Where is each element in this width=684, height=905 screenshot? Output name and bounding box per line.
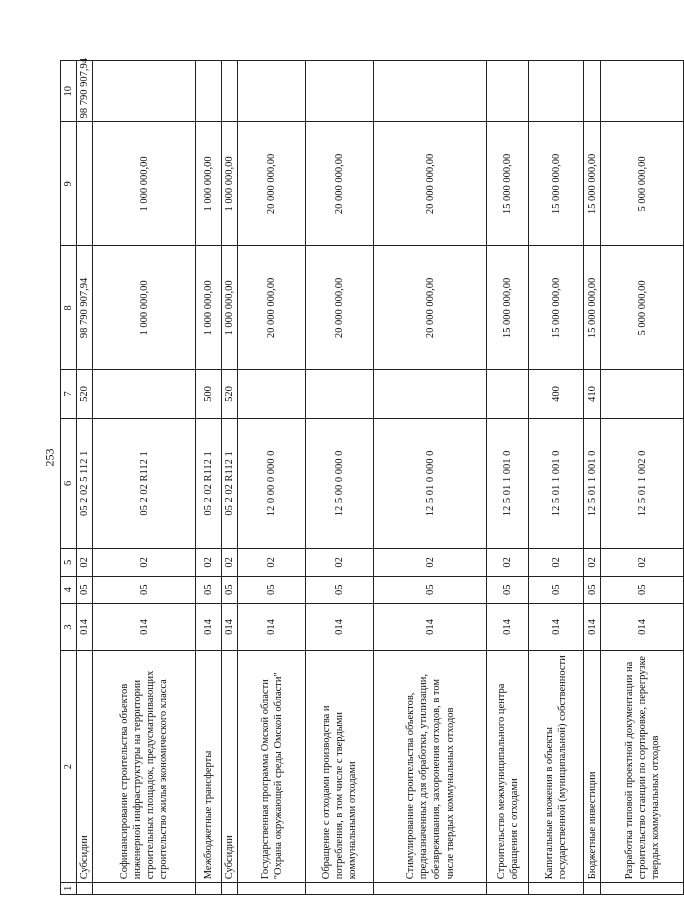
amount-col10	[374, 61, 487, 122]
subsection-code: 02	[306, 549, 374, 576]
subsection-code: 02	[601, 549, 684, 576]
target-article-code: 05 2 02 R112 1	[93, 418, 196, 549]
target-article-code: 12 5 01 1 001 0	[529, 418, 584, 549]
amount-total: 1 000 000,00	[93, 246, 196, 370]
amount-total: 5 000 000,00	[601, 246, 684, 370]
amount-col9: 1 000 000,00	[222, 122, 238, 246]
table-row	[601, 61, 684, 895]
target-article-code: 12 5 01 0 000 0	[374, 418, 487, 549]
column-header: 7	[61, 370, 77, 418]
column-header: 10	[61, 61, 77, 122]
expense-type-code	[374, 370, 487, 418]
row-number-cell	[601, 883, 684, 895]
row-name: Государственная программа Омской области "Охрана окружающей среды Омской области"	[238, 650, 306, 882]
amount-col10	[222, 61, 238, 122]
section-code: 05	[93, 576, 196, 603]
amount-col9: 5 000 000,00	[601, 122, 684, 246]
section-code: 05	[306, 576, 374, 603]
expense-type-code	[93, 370, 196, 418]
amount-total: 1 000 000,00	[222, 246, 238, 370]
row-name: Бюджетные инвестиции	[584, 650, 601, 882]
expense-type-code	[238, 370, 306, 418]
amount-col9: 1 000 000,00	[93, 122, 196, 246]
section-code: 05	[196, 576, 222, 603]
ministry-code: 014	[601, 603, 684, 650]
amount-total: 15 000 000,00	[529, 246, 584, 370]
table-row	[306, 61, 374, 895]
subsection-code: 02	[222, 549, 238, 576]
amount-col9: 15 000 000,00	[487, 122, 529, 246]
subsection-code: 02	[487, 549, 529, 576]
budget-table	[60, 60, 684, 895]
expense-type-code: 500	[196, 370, 222, 418]
amount-total: 1 000 000,00	[196, 246, 222, 370]
amount-col9	[77, 122, 93, 246]
amount-col10	[601, 61, 684, 122]
section-code: 05	[487, 576, 529, 603]
row-name: Стимулирование строительства объектов, предназначенных для обработки, утилизации, обезвреживания, захоронения отходов, в том числе твердых коммунальных отходов	[374, 650, 487, 882]
amount-total: 98 790 907,94	[77, 246, 93, 370]
expense-type-code: 520	[77, 370, 93, 418]
row-name: Строительство межмуниципального центра обращения с отходами	[487, 650, 529, 882]
row-name: Субсидии	[77, 650, 93, 882]
ministry-code: 014	[306, 603, 374, 650]
section-code: 05	[77, 576, 93, 603]
amount-col10	[93, 61, 196, 122]
section-code: 05	[238, 576, 306, 603]
column-header: 1	[61, 883, 77, 895]
column-header: 3	[61, 603, 77, 650]
target-article-code: 12 5 01 1 001 0	[487, 418, 529, 549]
column-header: 6	[61, 418, 77, 549]
ministry-code: 014	[374, 603, 487, 650]
amount-col10	[529, 61, 584, 122]
amount-total: 15 000 000,00	[487, 246, 529, 370]
section-code: 05	[374, 576, 487, 603]
row-number-cell	[238, 883, 306, 895]
row-name: Межбюджетные трансферты	[196, 650, 222, 882]
amount-col9: 15 000 000,00	[529, 122, 584, 246]
row-name: Капитальные вложения в объекты государственной (муниципальной) собственности	[529, 650, 584, 882]
ministry-code: 014	[487, 603, 529, 650]
table-row	[196, 61, 222, 895]
page-number: 253	[42, 448, 57, 467]
table-row	[529, 61, 584, 895]
ministry-code: 014	[222, 603, 238, 650]
subsection-code: 02	[238, 549, 306, 576]
rotated-table-container	[60, 58, 661, 895]
column-header: 9	[61, 122, 77, 246]
row-number-cell	[93, 883, 196, 895]
column-header: 8	[61, 246, 77, 370]
expense-type-code: 400	[529, 370, 584, 418]
row-number-cell	[374, 883, 487, 895]
amount-total: 20 000 000,00	[306, 246, 374, 370]
amount-col9: 1 000 000,00	[196, 122, 222, 246]
row-number-cell	[529, 883, 584, 895]
expense-type-code: 410	[584, 370, 601, 418]
row-number-cell	[487, 883, 529, 895]
ministry-code: 014	[584, 603, 601, 650]
section-code: 05	[222, 576, 238, 603]
amount-col10	[487, 61, 529, 122]
ministry-code: 014	[196, 603, 222, 650]
section-code: 05	[601, 576, 684, 603]
table-row	[77, 61, 93, 895]
table-row	[584, 61, 601, 895]
subsection-code: 02	[77, 549, 93, 576]
row-name: Обращение с отходами производства и потребления, в том числе с твердыми коммунальными отходами	[306, 650, 374, 882]
table-row	[93, 61, 196, 895]
expense-type-code	[601, 370, 684, 418]
amount-col10	[238, 61, 306, 122]
amount-col9: 20 000 000,00	[374, 122, 487, 246]
subsection-code: 02	[196, 549, 222, 576]
row-name: Субсидии	[222, 650, 238, 882]
amount-col10	[306, 61, 374, 122]
row-number-cell	[77, 883, 93, 895]
subsection-code: 02	[529, 549, 584, 576]
subsection-code: 02	[93, 549, 196, 576]
amount-total: 20 000 000,00	[374, 246, 487, 370]
table-row	[238, 61, 306, 895]
target-article-code: 12 5 01 1 001 0	[584, 418, 601, 549]
header-row	[61, 61, 77, 895]
amount-col9: 20 000 000,00	[306, 122, 374, 246]
amount-col9: 15 000 000,00	[584, 122, 601, 246]
row-number-cell	[222, 883, 238, 895]
target-article-code: 05 2 02 R112 1	[222, 418, 238, 549]
ministry-code: 014	[529, 603, 584, 650]
row-number-cell	[196, 883, 222, 895]
section-code: 05	[584, 576, 601, 603]
row-number-cell	[584, 883, 601, 895]
target-article-code: 12 5 01 1 002 0	[601, 418, 684, 549]
target-article-code: 05 2 02 R112 1	[196, 418, 222, 549]
row-name: Софинансирование строительства объектов инженерной инфраструктуры на территории строительных площадок, предусматривающих строительство жилья экономического класса	[93, 650, 196, 882]
column-header: 2	[61, 650, 77, 882]
amount-total: 15 000 000,00	[584, 246, 601, 370]
amount-col9: 20 000 000,00	[238, 122, 306, 246]
target-article-code: 12 5 00 0 000 0	[306, 418, 374, 549]
ministry-code: 014	[93, 603, 196, 650]
table-row	[374, 61, 487, 895]
expense-type-code: 520	[222, 370, 238, 418]
section-code: 05	[529, 576, 584, 603]
ministry-code: 014	[77, 603, 93, 650]
expense-type-code	[487, 370, 529, 418]
amount-col10	[584, 61, 601, 122]
expense-type-code	[306, 370, 374, 418]
target-article-code: 05 2 02 5 112 1	[77, 418, 93, 549]
subsection-code: 02	[374, 549, 487, 576]
amount-total: 20 000 000,00	[238, 246, 306, 370]
row-number-cell	[306, 883, 374, 895]
amount-col10	[196, 61, 222, 122]
subsection-code: 02	[584, 549, 601, 576]
table-row	[222, 61, 238, 895]
table-row	[487, 61, 529, 895]
ministry-code: 014	[238, 603, 306, 650]
amount-col10: 98 790 907,94	[77, 61, 93, 122]
row-name: Разработка типовой проектной документации на строительство станции по сортировке, перегрузке твердых коммунальных отходов	[601, 650, 684, 882]
column-header: 5	[61, 549, 77, 576]
target-article-code: 12 0 00 0 000 0	[238, 418, 306, 549]
column-header: 4	[61, 576, 77, 603]
